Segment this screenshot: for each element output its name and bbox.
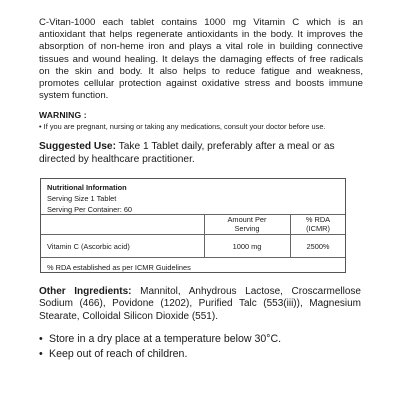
table-divider bbox=[41, 214, 345, 215]
suggested-use-label: Suggested Use: bbox=[39, 141, 116, 152]
warning-text: If you are pregnant, nursing or taking any medications, consult your doctor before use. bbox=[43, 122, 326, 131]
list-item bbox=[39, 332, 369, 347]
storage-instructions bbox=[39, 332, 369, 361]
column-header-amount bbox=[205, 216, 289, 233]
nutrient-name: Vitamin C (Ascorbic acid) bbox=[47, 242, 130, 251]
ingredients-label: Other Ingredients: bbox=[39, 286, 132, 297]
product-description: C-Vitan-1000 each tablet contains 1000 mg Vitamin C which is an antioxidant that helps regenerate antioxidants in the body. It improves the absorption of non-heme iron and plays a vital role in building connective tissues and wound healing. It delays the damaging effects of free radicals on the skin and body. It also helps to reduce fatigue and weakness, promotes cellular protection against oxidative stress and boosts immune system function. bbox=[39, 17, 363, 102]
nutrient-amount: 1000 mg bbox=[232, 242, 262, 251]
nutrient-rda: 2500% bbox=[306, 242, 330, 251]
bullet: • bbox=[39, 347, 43, 360]
warning-heading: WARNING : bbox=[39, 110, 87, 120]
warning-bullet: • bbox=[39, 122, 42, 131]
suggested-use-text: Take 1 Tablet daily, preferably after a meal or as directed by healthcare practitioner. bbox=[39, 141, 335, 165]
storage-text: Store in a dry place at a temperature below 30°C. bbox=[49, 333, 282, 345]
column-header-rda-line2: (ICMR) bbox=[306, 223, 330, 233]
table-divider bbox=[41, 257, 345, 258]
storage-text: Keep out of reach of children. bbox=[49, 347, 188, 360]
other-ingredients bbox=[39, 286, 361, 323]
ingredients-text: Mannitol, Anhydrous Lactose, Croscarmellose Sodium (466), Povidone (1202), Purified Talc (553(iii)), Magnesium Stearate, Colloidal Silicon Dioxide (551). bbox=[39, 286, 361, 322]
suggested-use bbox=[39, 141, 357, 166]
nutrition-table bbox=[40, 178, 346, 273]
column-header-amount-line2: Serving bbox=[234, 223, 260, 233]
bullet: • bbox=[39, 333, 43, 345]
list-item bbox=[39, 347, 369, 362]
table-divider bbox=[41, 234, 345, 235]
servings-per-container: Serving Per Container: 60 bbox=[47, 205, 133, 214]
column-header-rda-line1: % RDA bbox=[305, 215, 331, 224]
column-header-amount-line1: Amount Per bbox=[227, 215, 267, 224]
nutrition-title: Nutritional Information bbox=[47, 183, 127, 192]
rda-footnote: % RDA established as per ICMR Guidelines bbox=[47, 263, 191, 272]
serving-size: Serving Size 1 Tablet bbox=[47, 194, 117, 203]
column-header-rda bbox=[291, 216, 345, 233]
warning-text-line bbox=[39, 122, 369, 131]
